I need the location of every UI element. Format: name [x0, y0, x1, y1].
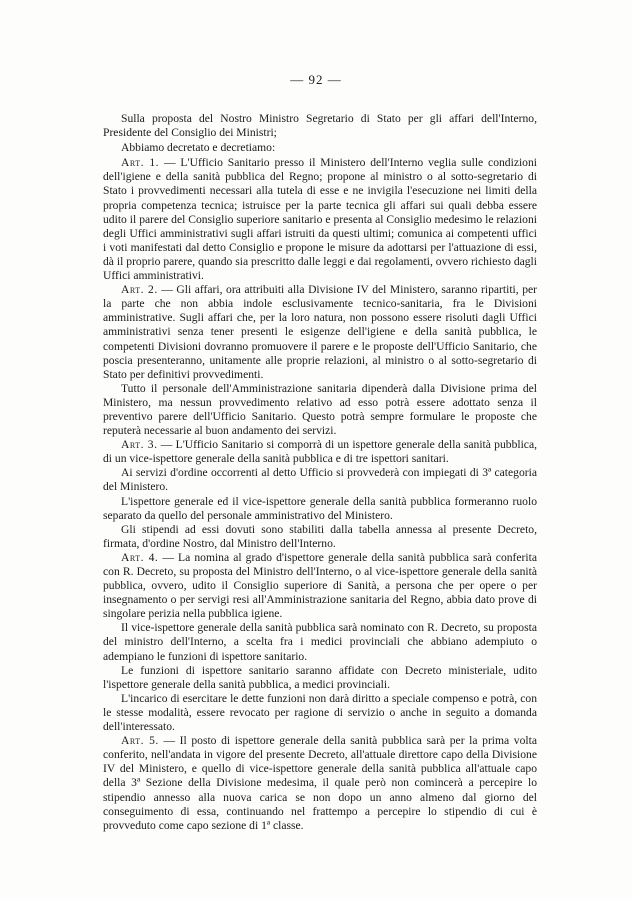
article-label: Art. 1. — [121, 156, 160, 170]
paragraph-text: — L'Ufficio Sanitario si comporrà di un ispettore generale della sanità pubblica, di un vice-ispettore generale della sanità pubblica e di tre ispettori sanitari. — [103, 438, 537, 466]
article-paragraph — [103, 156, 537, 283]
paragraph — [103, 112, 537, 140]
page-number: — 92 — — [290, 72, 342, 87]
paragraph-text: — Gli affari, ora attribuiti alla Divisione IV del Ministero, saranno ripartiti, per la parte che non abbia indole esclusivamente tecnico-sanitaria, fra le Divisioni amministrative. Sugli affari che, per la loro natura, non possono essere risoluti dagli Uffici amministrativi senza tener presenti le esigenze dell'igiene e della sanità pubblica, le competenti Divisioni dovranno promuovere il parere e le proposte dell'Ufficio Sanitario, che poscia presenteranno, unitamente alle proprie relazioni, al ministro o al sotto-segretario di Stato per definitivi provvedimenti. — [103, 283, 537, 381]
paragraph — [103, 495, 537, 523]
article-paragraph — [103, 438, 537, 466]
paragraph — [103, 621, 537, 663]
article-label: Art. 3. — [121, 438, 158, 452]
paragraph-text: Gli stipendi ad essi dovuti sono stabiliti dalla tabella annessa al presente Decreto, firmata, d'ordine Nostro, dal Ministro dell'Interno. — [103, 522, 537, 550]
article-label: Art. 5. — [121, 734, 159, 748]
decree-text — [103, 112, 537, 833]
article-paragraph — [103, 734, 537, 833]
paragraph — [103, 382, 537, 438]
paragraph-text: — Il posto di ispettore generale della sanità pubblica sarà per la prima volta conferito, nell'andata in vigore del presente Decreto, all'attuale direttore capo della Divisione IV del Ministero, e quello di vice-ispettore generale della sanità pubblica all'attuale capo della 3ª Sezione della Divisione medesima, il quale però non comincerà a percepire lo stipendio annesso alla nuova carica se non dopo un anno almeno dal giorno del conseguimento di essa, continuando nel frattempo a percepire lo stipendio di cui è provveduto come capo sezione di 1ª classe. — [103, 734, 537, 832]
paragraph-text: — L'Ufficio Sanitario presso il Ministero dell'Interno veglia sulle condizioni dell'igiene e della sanità pubblica del Regno; propone al ministro o al sotto-segretario di Stato i provvedimenti necessari alla tutela di esse e ne invigila l'esecuzione nei limiti della propria competenza tecnica; istruisce per la parte tecnica gli affari sui quali debba essere udito il parere del Consiglio superiore sanitario e presenta al Consiglio medesimo le relazioni degli Uffici amministrativi sugli affari istruiti da questi ultimi; comunica ai competenti uffici i voti manifestati dal detto Consiglio e propone le misure da adottarsi per l'attuazione di essi, dà il proprio parere, quando sia prescritto dalle leggi e dai regolamenti, ovvero richiesto dagli Uffici amministrativi. — [103, 156, 537, 283]
paragraph-text: Sulla proposta del Nostro Ministro Segretario di Stato per gli affari dell'Interno, Presidente del Consiglio dei Ministri; — [103, 112, 537, 140]
paragraph — [103, 141, 537, 155]
paragraph — [103, 692, 537, 734]
article-label: Art. 2. — [121, 283, 158, 297]
paragraph-text: Tutto il personale dell'Amministrazione sanitaria dipenderà dalla Divisione prima del Ministero, ma nessun provvedimento relativo ad esso potrà essere adottato senza il preventivo parere dell'Ufficio Sanitario. Questo potrà sempre formulare le proposte che reputerà necessarie al buon andamento dei servizi. — [103, 381, 537, 438]
paragraph-text: Ai servizi d'ordine occorrenti al detto Ufficio si provvederà con impiegati di 3ª categoria del Ministero. — [103, 466, 537, 494]
paragraph-text: L'incarico di esercitare le dette funzioni non darà diritto a speciale compenso e potrà, con le stesse modalità, essere revocato per ragione di servizio o anche in seguito a domanda dell'interessato. — [103, 691, 537, 734]
paragraph — [103, 664, 537, 692]
paragraph — [103, 523, 537, 551]
paragraph-text: Il vice-ispettore generale della sanità pubblica sarà nominato con R. Decreto, su proposta del ministro dell'Interno, a scelta fra i medici provinciali che abbiano adempiuto o adempiano le funzioni di ispettore sanitario. — [103, 621, 537, 663]
paragraph-text: — La nomina al grado d'ispettore generale della sanità pubblica sarà conferita con R. Decreto, su proposta del Ministro dell'Interno, o al vice-ispettore generale della sanità pubblica, ovvero, udito il Consiglio superiore di Sanità, a persona che per opere o per insegnamento o per servigi resi all'Amministrazione sanitaria del Regno, abbia dato prove di singolare perizia nella pubblica igiene. — [103, 550, 537, 621]
article-paragraph — [103, 283, 537, 382]
article-label: Art. 4. — [121, 550, 159, 564]
paragraph-text: Le funzioni di ispettore sanitario saranno affidate con Decreto ministeriale, udito l'ispettore generale della sanità pubblica, a medici provinciali. — [103, 663, 537, 691]
paragraph-text: Abbiamo decretato e decretiamo: — [121, 141, 276, 155]
paragraph-text: L'ispettore generale ed il vice-ispettore generale della sanità pubblica formeranno ruolo separato da quello del personale amministrativo del Ministero. — [103, 494, 537, 522]
paragraph — [103, 466, 537, 494]
article-paragraph — [103, 551, 537, 621]
